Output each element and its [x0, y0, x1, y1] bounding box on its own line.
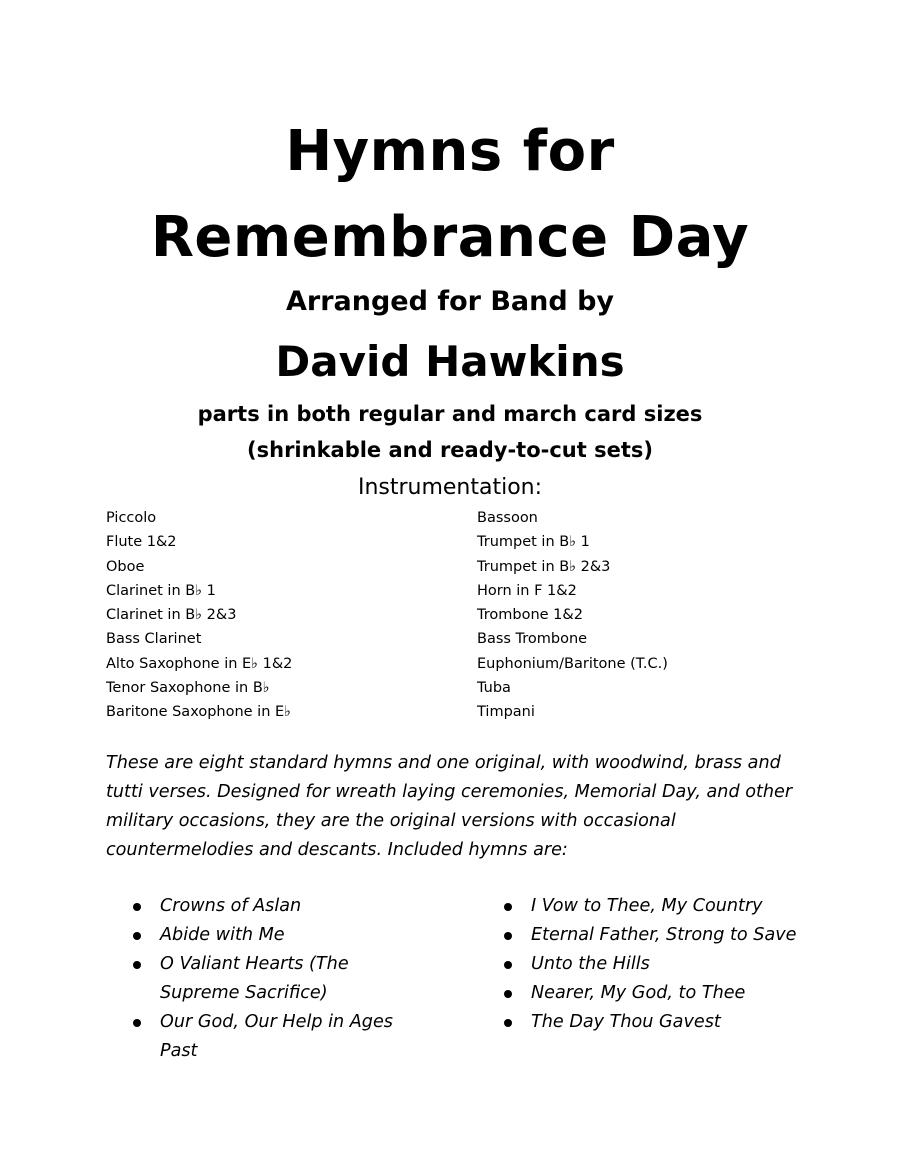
hymn-list-left [133, 892, 433, 1066]
bullet-icon [133, 932, 141, 940]
bullet-icon [504, 961, 512, 969]
bullet-icon [504, 990, 512, 998]
hymn-item [504, 979, 804, 1008]
bullet-icon [133, 961, 141, 969]
bullet-icon [504, 1019, 512, 1027]
instrumentation-list-left [106, 506, 292, 725]
hymn-title: Nearer, My God, to Thee [531, 983, 746, 1003]
instrument-item: Tuba [477, 680, 511, 697]
instrument-item: Trumpet in B♭ 2&3 [477, 558, 611, 575]
hymn-title: The Day Thou Gavest [531, 1012, 721, 1032]
hymn-title: Eternal Father, Strong to Save [531, 925, 797, 945]
bullet-icon [133, 903, 141, 911]
bullet-icon [504, 932, 512, 940]
instrumentation-list-right [477, 506, 668, 725]
hymn-title: Unto the Hills [531, 954, 650, 974]
instrument-item: Bass Trombone [477, 631, 588, 648]
hymn-item [133, 950, 433, 1008]
hymn-item [133, 1008, 433, 1066]
instrument-item: Tenor Saxophone in B♭ [106, 680, 270, 697]
instrument-item: Oboe [106, 558, 145, 575]
parts-note-line-2: (shrinkable and ready-to-cut sets) [247, 438, 653, 462]
title-line-1: Hymns for [285, 119, 615, 184]
bullet-icon [504, 903, 512, 911]
instrument-item: Trombone 1&2 [477, 607, 583, 624]
hymn-title: I Vow to Thee, My Country [531, 896, 763, 916]
description-paragraph: These are eight standard hymns and one original, with woodwind, brass and tutti verses. Designed for wreath laying ceremonies, Memorial Day, and other military occasions, they are the original versions with occasional countermelodies and descants. Included hymns are: [106, 753, 793, 860]
arranged-by: Arranged for Band by [285, 286, 615, 317]
hymn-item [504, 921, 804, 950]
instrumentation-heading: Instrumentation: [357, 475, 543, 500]
hymn-item [504, 1008, 804, 1037]
hymn-title: Abide with Me [160, 925, 285, 945]
instrument-item: Bassoon [477, 510, 538, 526]
parts-note-line-1: parts in both regular and march card sizes [197, 402, 703, 426]
bullet-icon [133, 1019, 141, 1027]
instrument-item: Alto Saxophone in E♭ 1&2 [106, 655, 293, 672]
instrument-item: Clarinet in B♭ 1 [106, 582, 216, 599]
hymn-item [504, 950, 804, 979]
instrument-item: Horn in F 1&2 [477, 582, 577, 599]
instrument-item: Clarinet in B♭ 2&3 [106, 607, 237, 624]
hymn-item [133, 892, 433, 921]
hymn-item [504, 892, 804, 921]
hymn-title: Our God, Our Help in Ages Past [160, 1012, 393, 1061]
composer-name: David Hawkins [275, 337, 625, 386]
instrument-item: Bass Clarinet [106, 631, 202, 648]
hymn-item [133, 921, 433, 950]
instrument-item: Piccolo [106, 510, 157, 526]
title-line-2: Remembrance Day [150, 205, 750, 270]
hymn-title: O Valiant Hearts (The Supreme Sacrifice) [160, 954, 349, 1003]
hymn-list-right [504, 892, 804, 1037]
instrument-item: Flute 1&2 [106, 534, 177, 551]
hymn-title: Crowns of Aslan [160, 896, 302, 916]
instrument-item: Baritone Saxophone in E♭ [106, 704, 292, 721]
instrument-item: Euphonium/Baritone (T.C.) [477, 655, 668, 672]
instrument-item: Trumpet in B♭ 1 [477, 534, 590, 551]
instrument-item: Timpani [477, 704, 535, 721]
